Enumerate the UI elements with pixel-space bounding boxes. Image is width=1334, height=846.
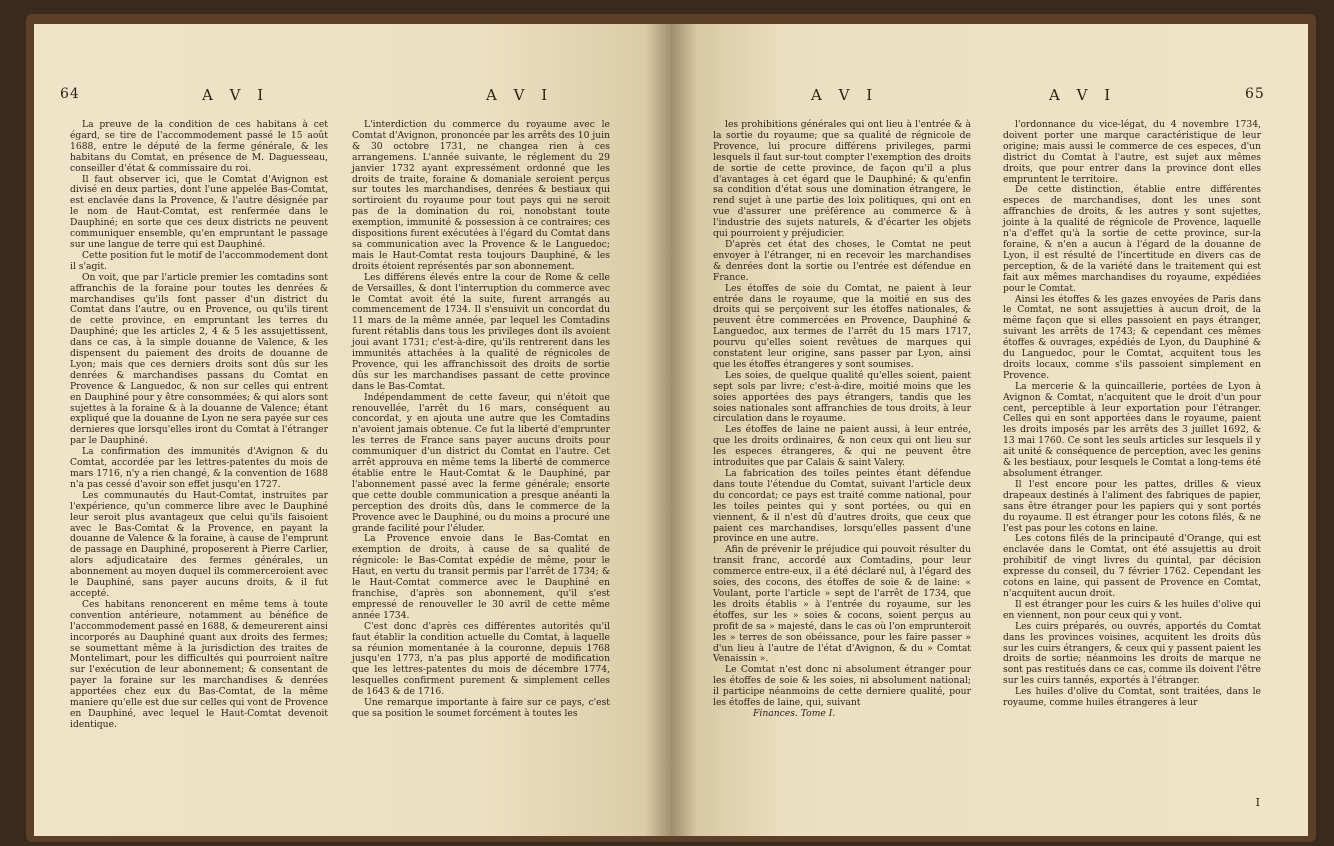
running-header bbox=[34, 86, 671, 110]
paragraph: Afin de prévenir le préjudice qui pouvoit résulter du transit franc, accordé aux Comtadins, pour leur commerce entre-eux, il a été déclaré nul, à l'égard des soies, des cocons, des étoffes de soie & de laine: « Voulant, porte l'article » sept de l'arrêt de 1734, que les droits établis » à l'entrée du royaume, sur les étoffes, sur les » soies & cocons, soient perçus au profit de sa » majesté, dans le cas où l'on emprunteroit les » terres de son obéissance, pour les faire passer » d'un lieu à l'autre de l'état d'Avignon, & du » Comtat Venaissin ». bbox=[713, 544, 971, 665]
text-column-2 bbox=[352, 120, 610, 720]
paragraph: D'après cet état des choses, le Comtat ne peut envoyer à l'étranger, ni en recevoir les marchandises & denrées dont la sortie ou l'entrée est défendue en France. bbox=[713, 238, 971, 283]
paragraph: Il faut observer ici, que le Comtat d'Avignon est divisé en deux parties, dont l'une appelée Bas-Comtat, est enclavée dans la Provence, & l'autre désignée par le nom de Haut-Comtat, est renfermée dans le Dauphiné; en sorte que ces deux districts ne peuvent communiquer ensemble, qu'en empruntant le passage sur une langue de terre qui est Dauphiné. bbox=[70, 173, 328, 250]
paragraph: L'interdiction du commerce du royaume avec le Comtat d'Avignon, prononcée par les arrêts des 10 juin & 30 octobre 1731, ne changea rien à ces arrangemens. L'année suivante, le réglement du 29 janvier 1732 ayant expressément ordonné que les droits de traite, foraine & domaniale seroient perçus sur toutes les marchandises, denrées & bestiaux qui sortiroient du royaume pour tout pays qui ne seroit pas de la domination du roi, nonobstant toute exemption, immunité & possession à ce contraires; ces dispositions furent exécutées à l'égard du Comtat dans sa communication avec la Provence & le Languedoc; mais le Haut-Comtat resta toujours Dauphiné, & les droits étoient représentés par son abonnement. bbox=[352, 119, 610, 272]
paragraph: La mercerie & la quincaillerie, portées de Lyon à Avignon & Comtat, n'acquitent que le droit d'un pour cent, perceptible à leur exportation pour l'étranger. Celles qui en sont apportées dans le royaume, paient les droits imposés par les arrêts des 3 juillet 1692, & 13 mai 1760. Ce sont les seuls articles sur lesquels il y ait unité & conséquence de perception, avec les genins & les bestiaux, pour lesquels le Comtat a long-tems été absolument étranger. bbox=[1003, 380, 1261, 479]
paragraph: De cette distinction, établie entre différentes especes de marchandises, dont les unes sont affranchies de droits, & les autres y sont sujettes, jointe à la qualité de régnicole de Provence, laquelle n'a d'effet qu'à la sortie de cette province, sur-la foraine, & n'en a aucun à l'égard de la douanne de Lyon, il est résulté de l'incertitude en divers cas de perception, & de la variété dans le traitement qui est fait aux mêmes marchandises du royaume, expédiées pour le Comtat. bbox=[1003, 184, 1261, 294]
paragraph: Les huiles d'olive du Comtat, sont traitées, dans le royaume, comme huiles étrangeres à leur bbox=[1003, 686, 1261, 709]
paragraph: Le Comtat n'est donc ni absolument étranger pour les étoffes de soie & les soies, ni absolument national; il participe néanmoins de cette derniere qualité, pour les étoffes de laine, qui, suivant bbox=[713, 664, 971, 709]
paragraph: Une remarque importante à faire sur ce pays, c'est que sa position le soumet forcément à toutes les bbox=[352, 697, 610, 719]
book-cover bbox=[26, 14, 1316, 842]
paragraph: Ces habitans renoncerent en même tems à toute convention antérieure, notamment au bénéfice de l'accommodement passé en 1688, & demeurerent ainsi incorporés au Dauphiné quant aux droits des fermes; se soumettant même à la jurisdiction des traites de Montelimart, pour les difficultés qui pourroient naître sur l'exécution de leur abonnement; & consentant de payer la foraine sur les marchandises & denrées apportées chez eux du Bas-Comtat, de la même maniere qu'elle est due sur celles qui vont de Provence en Dauphiné, avec lequel le Haut-Comtat devenoit identique. bbox=[70, 598, 329, 730]
paragraph: C'est donc d'après ces différentes autorités qu'il faut établir la condition actuelle du Comtat, à laquelle sa réunion momentanée à la couronne, depuis 1768 jusqu'en 1773, n'a pas plus apporté de modification que les lettres-patentes du mois de décembre 1774, lesquelles confirment purement & simplement celles de 1643 & de 1716. bbox=[352, 620, 610, 698]
paragraph: La fabrication des toiles peintes étant défendue dans toute l'étendue du Comtat, suivant l'article deux du concordat; ce pays est traité comme national, pour les toiles peintes qui y sont portées, ou qui en viennent, & il n'est dû d'autres droits, que ceux que paient ces marchandises, lorsqu'elles passent d'une province en une autre. bbox=[713, 468, 971, 545]
book-spread bbox=[34, 24, 1308, 836]
running-title-right: A V I bbox=[486, 86, 554, 104]
paragraph: Les différens élevés entre la cour de Rome & celle de Versailles, & dont l'interruption du commerce avec le Comtat avoit été la suite, furent arrangés au commencement de 1734. Il s'ensuivit un concordat du 11 mars de la même année, par lequel les Comtadins furent rétablis dans tous les privileges dont ils avoient joui avant 1731; c'est-à-dire, qu'ils rentrerent dans les immunités attachées à la qualité de régnicoles de Provence, qui les affranchissoit des droits de sortie dûs sur les marchandises passant de cette province dans le Bas-Comtat. bbox=[352, 271, 610, 392]
text-column-1 bbox=[70, 120, 328, 731]
paragraph: Il l'est encore pour les pattes, drilles & vieux drapeaux destinés à l'aliment des fabriques de papier, sans être étranger pour les papiers qui y sont portés du royaume. Il est étranger pour les cotons filés, & ne l'est pas pour les cotons en laine. bbox=[1003, 478, 1261, 534]
running-title-right: A V I bbox=[1049, 86, 1117, 104]
paragraph: La Provence envoie dans le Bas-Comtat en exemption de droits, à cause de sa qualité de régnicole: le Bas-Comtat expédie de même, pour le Haut, en vertu du transit permis par l'arrêt de 1734; & le Haut-Comtat commerce avec le Dauphiné en franchise, d'après son abonnement, qu'il s'est empressé de renouveller le 30 avril de cette même année 1734. bbox=[352, 533, 610, 621]
running-title-left: A V I bbox=[202, 86, 270, 104]
paragraph: Les soies, de quelque qualité qu'elles soient, paient sept sols par livre; c'est-à-dire, moitié moins que les soies apportées des pays étrangers, tandis que les soies nationales sont affranchies de tous droits, à leur circulation dans le royaume. bbox=[713, 369, 971, 425]
paragraph: Les cotons filés de la principauté d'Orange, qui est enclavée dans le Comtat, ont été assujettis au droit prohibitif de vingt livres du quintal, par décision expresse du conseil, du 7 février 1762. Cependant les cotons en laine, qui passent de Provence en Comtat, n'acquitent aucun droit. bbox=[1003, 533, 1261, 599]
paragraph: Les communautés du Haut-Comtat, instruites par l'expérience, qu'un commerce libre avec le Dauphiné leur seroit plus avantageux que celui qu'ils faisoient avec le Bas-Comtat & la Provence, en payant la douanne de Valence & la foraine, à cause de l'emprunt de passage en Dauphiné, proposerent à Pierre Carlier, alors adjudicataire des fermes générales, un abonnement au moyen duquel ils commerceroient avec le Dauphiné, sans payer aucuns droits, & il fut accepté. bbox=[70, 489, 328, 599]
paragraph: Il est étranger pour les cuirs & les huiles d'olive qui en viennent, non pour ceux qui y vont. bbox=[1003, 598, 1261, 621]
paragraph: les prohibitions générales qui ont lieu à l'entrée & à la sortie du royaume; que sa qualité de régnicole de Provence, lui procure différens privileges, parmi lesquels il faut sur-tout compter l'exemption des droits de sortie de cette province, de façon qu'il a plus d'avantages à cet égard que le Dauphiné; & qu'enfin sa condition d'état sous une domination étrangere, le rend sujet à une partie des loix politiques, qui ont en vue d'assurer une préférence au commerce & à l'industrie des sujets naturels, & d'écarter les objets qui pourroient y préjudicier. bbox=[713, 119, 971, 240]
text-column-1 bbox=[713, 120, 971, 720]
left-page bbox=[34, 24, 671, 836]
paragraph: Indépendamment de cette faveur, qui n'étoit que renouvellée, l'arrêt du 16 mars, conséquent au concordat, y en ajouta une autre que les Comtadins n'avoient jamais obtenue. Ce fut la liberté d'emprunter les terres de France sans payer aucuns droits pour communiquer d'un district du Comtat en l'autre. Cet arrêt approuva en même tems la liberté de commerce établie entre le Haut-Comtat & le Dauphiné, par l'abonnement passé avec la ferme générale; ensorte que cette double communication a presque anéanti la perception des droits dûs, dans le commerce de la Provence avec le Dauphiné, ou du moins a procuré une grande facilité pour l'éluder. bbox=[352, 391, 610, 534]
paragraph: Cette position fut le motif de l'accommodement dont il s'agit. bbox=[70, 249, 328, 272]
page-number: 65 bbox=[1245, 86, 1265, 102]
paragraph: On voit, que par l'article premier les comtadins sont affranchis de la foraine pour toutes les denrées & marchandises qu'ils font passer d'un district du Comtat dans l'autre, ou en Provence, ou qu'ils tirent de cette province, en empruntant les terres du Dauphiné; que les articles 2, 4 & 5 les assujettissent, dans ce cas, à la simple douanne de Valence, & les dispensent du paiement des droits de douanne de Lyon; mais que ces derniers droits sont dûs sur les denrées & marchandises passans du Comtat en Provence & Languedoc, & non sur celles qui entrent en Dauphiné pour y être consommées; & qui alors sont sujettes à la foraine & à la douanne de Valence; étant expliqué que la douanne de Lyon ne sera payée sur ces dernieres que lorsqu'elles iront du Comtat à l'étranger par le Dauphiné. bbox=[70, 271, 328, 447]
paragraph: Les cuirs préparés, ou ouvrés, apportés du Comtat dans les provinces voisines, acquitent les droits dûs sur les cuirs étrangers, & ceux qui y passent paient les droits de sortie; néanmoins les droits de marque ne sont pas restitués dans ce cas, comme ils doivent l'être sur les cuirs tannés, exportés à l'étranger. bbox=[1003, 620, 1261, 687]
footer-title: Finances. Tome I. bbox=[753, 707, 836, 719]
paragraph: Les étoffes de soie du Comtat, ne paient à leur entrée dans le royaume, que la moitié en sus des droits qui se perçoivent sur les étoffes nationales, & peuvent être commercées en Provence, Dauphiné & Languedoc, aux termes de l'arrêt du 15 mars 1717, pourvu qu'elles soient revêtues de marques qui constatent leur origine, sans passer par Lyon, ainsi que les étoffes étrangeres y sont soumises. bbox=[713, 282, 971, 370]
gutter-shadow bbox=[671, 24, 697, 836]
paragraph: La confirmation des immunités d'Avignon & du Comtat, accordée par les lettres-patentes du mois de mars 1716, n'y a rien changé, & la convention de 1688 n'a pas cessé d'avoir son effet jusqu'en 1727. bbox=[70, 446, 328, 490]
gutter-shadow bbox=[645, 24, 671, 836]
text-column-2 bbox=[1003, 120, 1261, 709]
paragraph: Ainsi les étoffes & les gazes envoyées de Paris dans le Comtat, ne sont assujetties à aucun droit, de la même façon que si elles passoient en pays étranger, suivant les arrêts de 1743; & cependant ces mêmes étoffes & ouvrages, expédiés de Lyon, du Dauphiné & du Languedoc, pour le Comtat, acquitent tous les droits locaux, comme s'ils passoient simplement en Provence. bbox=[1003, 293, 1261, 381]
running-title-left: A V I bbox=[811, 86, 879, 104]
running-header bbox=[671, 86, 1308, 110]
right-page bbox=[671, 24, 1308, 836]
paragraph: La preuve de la condition de ces habitans à cet égard, se tire de l'accommodement passé le 15 août 1688, entre le député de la ferme générale, & les habitans du Comtat, en présence de M. Daguesseau, conseiller d'état & commissaire du roi. bbox=[70, 119, 328, 174]
signature-mark: I bbox=[1255, 796, 1260, 809]
paragraph: l'ordonnance du vice-légat, du 4 novembre 1734, doivent porter une marque caractéristique de leur origine; mais aussi le commerce de ces especes, d'un district du Comtat à l'autre, est sujet aux mêmes droits, que pour entrer dans la province dont elles empruntent le territoire. bbox=[1003, 119, 1261, 185]
paragraph: Les étoffes de laine ne paient aussi, à leur entrée, que les droits ordinaires, & non ceux qui ont lieu sur les especes étrangeres, & qui ne peuvent être introduites que par Calais & saint Valery. bbox=[713, 424, 971, 469]
page-number: 64 bbox=[60, 86, 80, 102]
